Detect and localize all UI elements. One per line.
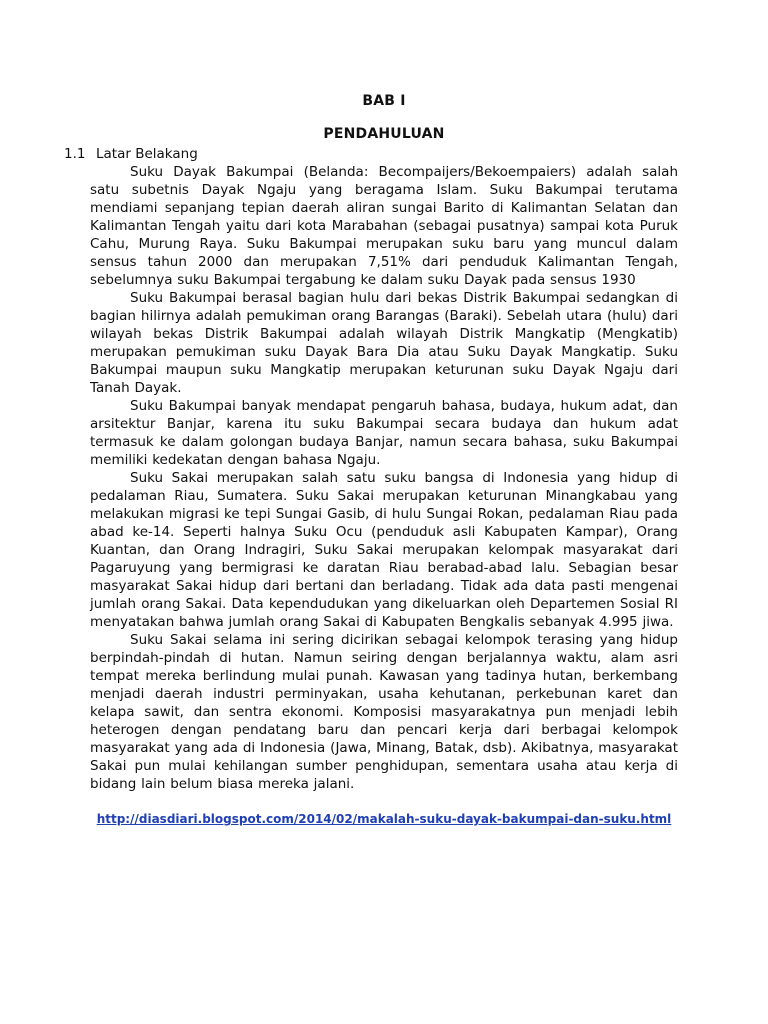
paragraph: Suku Dayak Bakumpai (Belanda: Becompaijers/Bekoempaiers) adalah salah satu subetnis Dayak Ngaju yang beragama Islam. Suku Bakumpai terutama mendiami sepanjang tepian daerah aliran sungai Barito di Kalimantan Selatan dan Kalimantan Tengah yaitu dari kota Marabahan (sebagai pusatnya) sampai kota Puruk Cahu, Murung Raya. Suku Bakumpai merupakan suku baru yang muncul dalam sensus tahun 2000 dan merupakan 7,51% dari penduduk Kalimantan Tengah, sebelumnya suku Bakumpai tergabung ke dalam suku Dayak pada sensus 1930 [90, 164, 678, 288]
section-number: 1.1 [64, 146, 86, 162]
paragraph: Suku Bakumpai banyak mendapat pengaruh bahasa, budaya, hukum adat, dan arsitektur Banjar, karena itu suku Bakumpai secara budaya dan hukum adat termasuk ke dalam golongan budaya Banjar, namun secara bahasa, suku Bakumpai memiliki kedekatan dengan bahasa Ngaju. [90, 398, 678, 468]
page-title: PENDAHULUAN [323, 126, 445, 142]
section-title: Latar Belakang [96, 146, 198, 162]
source-link-container [0, 812, 768, 826]
paragraph: Suku Sakai merupakan salah satu suku bangsa di Indonesia yang hidup di pedalaman Riau, Sumatera. Suku Sakai merupakan keturunan Minangkabau yang melakukan migrasi ke tepi Sungai Gasib, di hulu Sungai Rokan, pedalaman Riau pada abad ke-14. Seperti halnya Suku Ocu (penduduk asli Kabupaten Kampar), Orang Kuantan, dan Orang Indragiri, Suku Sakai merupakan kelompak masyarakat dari Pagaruyung yang bermigrasi ke daratan Riau berabad-abad lalu. Sebagian besar masyarakat Sakai hidup dari bertani dan berladang. Tidak ada data pasti mengenai jumlah orang Sakai. Data kependudukan yang dikeluarkan oleh Departemen Sosial RI menyatakan bahwa jumlah orang Sakai di Kabupaten Bengkalis sebanyak 4.995 jiwa. [90, 470, 678, 630]
body-text [90, 163, 678, 793]
section-heading [64, 145, 198, 163]
paragraph: Suku Bakumpai berasal bagian hulu dari bekas Distrik Bakumpai sedangkan di bagian hilirnya adalah pemukiman orang Barangas (Baraki). Sebelah utara (hulu) dari wilayah bekas Distrik Bakumpai adalah wilayah Distrik Mangkatip (Mengkatib) merupakan pemukiman suku Dayak Bara Dia atau Suku Dayak Mangkatip. Suku Bakumpai maupun suku Mangkatip merupakan keturunan suku Dayak Ngaju dari Tanah Dayak. [90, 290, 678, 396]
source-link[interactable]: http://diasdiari.blogspot.com/2014/02/makalah-suku-dayak-bakumpai-dan-suku.html [96, 812, 672, 826]
paragraph: Suku Sakai selama ini sering dicirikan sebagai kelompok terasing yang hidup berpindah-pindah di hutan. Namun seiring dengan berjalannya waktu, alam asri tempat mereka berlindung mulai punah. Kawasan yang tadinya hutan, berkembang menjadi daerah industri perminyakan, usaha kehutanan, perkebunan karet dan kelapa sawit, dan sentra ekonomi. Komposisi masyarakatnya pun menjadi lebih heterogen dengan pendatang baru dan pencari kerja dari berbagai kelompok masyarakat yang ada di Indonesia (Jawa, Minang, Batak, dsb). Akibatnya, masyarakat Sakai pun mulai kehilangan sumber penghidupan, sementara usaha atau kerja di bidang lain belum biasa mereka jalani. [90, 632, 678, 792]
chapter-label: BAB I [362, 93, 406, 109]
